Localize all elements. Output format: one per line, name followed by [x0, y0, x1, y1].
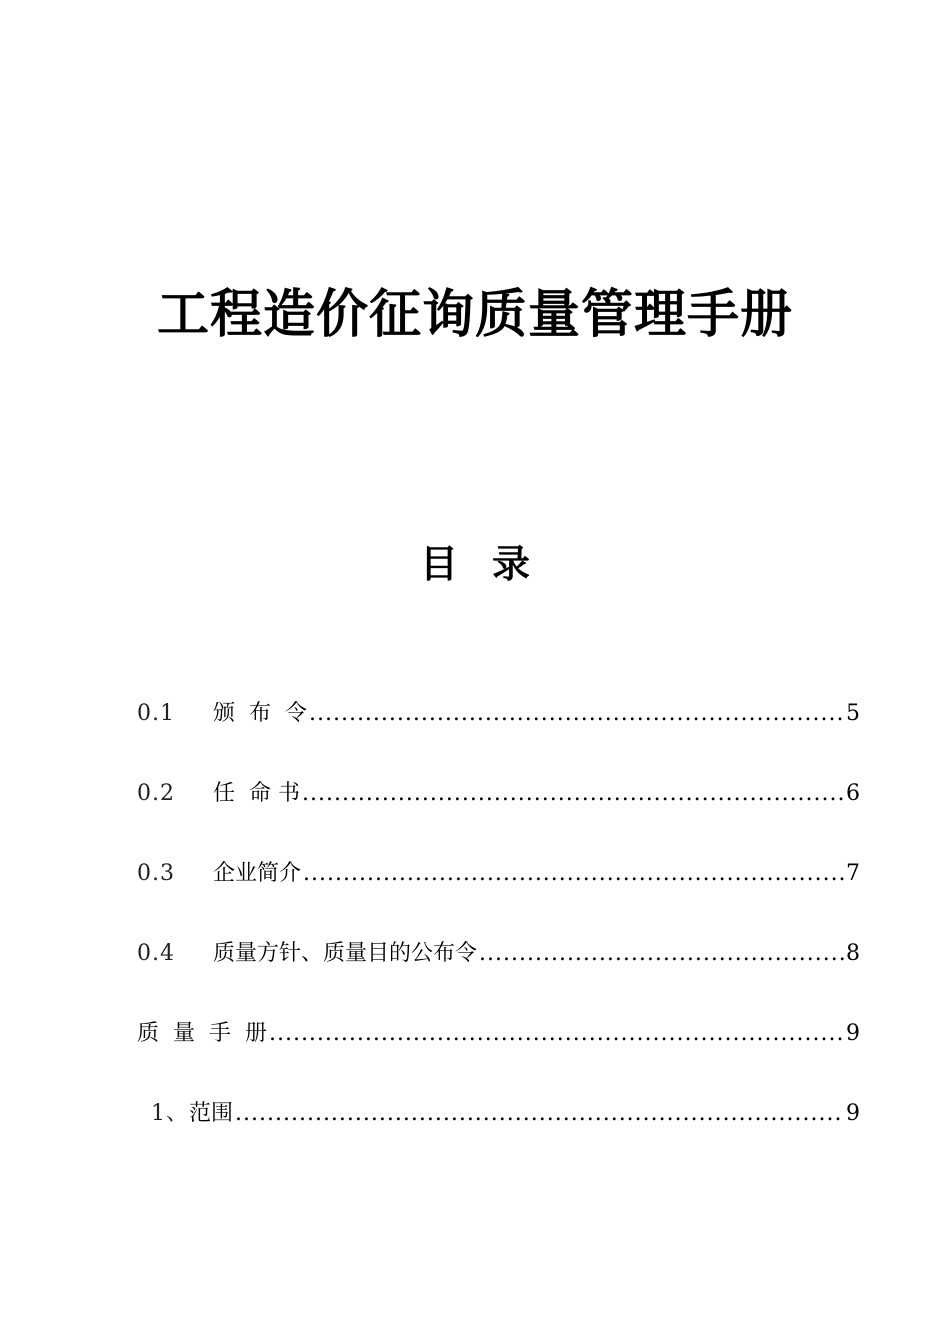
- toc-entry-label: 任 命 书: [213, 781, 300, 806]
- toc-heading-char: 录: [492, 542, 531, 586]
- toc-entry[interactable]: [137, 774, 860, 854]
- document-title: 工程造价征询质量管理手册: [156, 285, 793, 345]
- toc-entry-label: 范围: [189, 1101, 234, 1126]
- toc-entry-label: 颁 布 令: [213, 701, 307, 726]
- toc-dot-leader: [303, 854, 844, 894]
- toc-entry-page: 9: [846, 1021, 860, 1046]
- toc-entry-page: 5: [846, 701, 860, 726]
- toc-entry-label: 质 量 手 册: [137, 1021, 267, 1046]
- toc-dot-leader: [235, 1094, 844, 1134]
- toc-entry[interactable]: [137, 854, 860, 934]
- table-of-contents: [137, 694, 860, 1174]
- toc-entry-page: 7: [846, 861, 860, 886]
- toc-entry-number: 0.1: [137, 701, 175, 726]
- toc-entry[interactable]: [137, 1094, 860, 1174]
- toc-entry-page: 8: [846, 941, 860, 966]
- toc-entry-number: 1、: [151, 1101, 189, 1126]
- toc-dot-leader: [309, 694, 844, 734]
- toc-dot-leader: [479, 934, 844, 974]
- toc-dot-leader: [302, 774, 844, 814]
- toc-entry-number: 0.4: [137, 941, 175, 966]
- toc-heading-char: 目: [419, 542, 458, 586]
- toc-entry-number: 0.3: [137, 861, 175, 886]
- toc-entry-page: 6: [846, 781, 860, 806]
- toc-entry[interactable]: [137, 934, 860, 1014]
- toc-entry-label: 质量方针、质量目的公布令: [213, 941, 478, 966]
- toc-entry-label: 企业简介: [213, 861, 302, 886]
- toc-entry[interactable]: [137, 694, 860, 774]
- toc-heading: [0, 538, 950, 590]
- toc-entry-number: 0.2: [137, 781, 175, 806]
- toc-entry-page: 9: [846, 1101, 860, 1126]
- toc-dot-leader: [269, 1014, 844, 1054]
- toc-entry[interactable]: [137, 1014, 860, 1094]
